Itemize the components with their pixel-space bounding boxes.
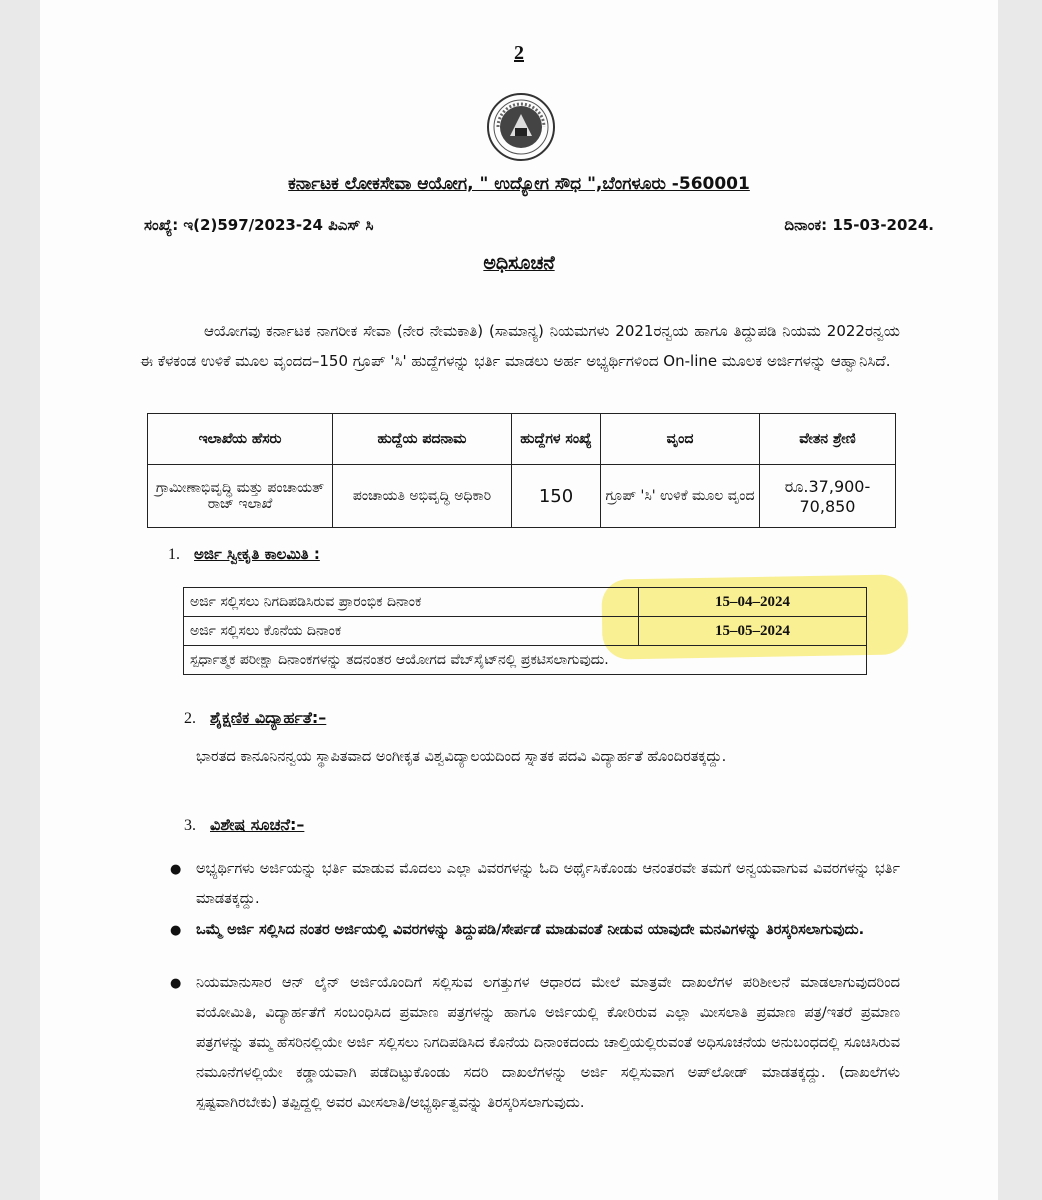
bullet-icon: ● — [170, 923, 182, 938]
section-2-number: 2. — [184, 710, 196, 727]
list-item: ಒಮ್ಮೆ ಅರ್ಜಿ ಸಲ್ಲಿಸಿದ ನಂತರ ಅರ್ಜಿಯಲ್ಲಿ ವಿವರಗಳನ್ನು ತಿದ್ದುಪಡಿ/ಸೇರ್ಪಡೆ ಮಾಡುವಂತೆ ನೀಡುವ ಯಾವುದೇ ಮನವಿಗಳನ್ನು ತಿರಸ್ಕರಿಸಲಾಗುವುದು. — [196, 922, 865, 938]
section-2-text: ಭಾರತದ ಕಾನೂನಿನನ್ವಯ ಸ್ಥಾಪಿತವಾದ ಅಂಗೀಕೃತ ವಿಶ್ವವಿದ್ಯಾಲಯದಿಂದ ಸ್ನಾತಕ ಪದವಿ ವಿದ್ಯಾರ್ಹತೆ ಹೊಂದಿರತಕ್ಕದ್ದು. — [196, 749, 727, 765]
table-row — [184, 617, 867, 646]
header-post-count: ಹುದ್ದೆಗಳ ಸಂಖ್ಯೆ — [512, 414, 601, 465]
list-item: ನಿಯಮಾನುಸಾರ ಆನ್ ಲೈನ್ ಅರ್ಜಿಯೊಂದಿಗೆ ಸಲ್ಲಿಸುವ ಲಗತ್ತುಗಳ ಆಧಾರದ ಮೇಲೆ ಮಾತ್ರವೇ ದಾಖಲೆಗಳ ಪರಿಶೀಲನೆ ಮಾಡಲಾಗುವುದರಿಂದ ವಯೋಮಿತಿ, ವಿದ್ಯಾರ್ಹತೆಗೆ ಸಂಬಂಧಿಸಿದ ಪ್ರಮಾಣ ಪತ್ರಗಳನ್ನು ಹಾಗೂ ಅರ್ಜಿಯಲ್ಲಿ ಕೋರಿರುವ ಎಲ್ಲಾ ಮೀಸಲಾತಿ ಪ್ರಮಾಣ ಪತ್ರ/ಇತರೆ ಪ್ರಮಾಣ ಪತ್ರಗಳನ್ನು ತಮ್ಮ ಹೆಸರಿನಲ್ಲಿಯೇ ಅರ್ಜಿ ಸಲ್ಲಿಸಲು ನಿಗದಿಪಡಿಸಿದ ಕೊನೆಯ ದಿನಾಂಕದಂದು ಚಾಲ್ತಿಯಲ್ಲಿರುವಂತೆ ಅಧಿಸೂಚನೆಯ ಅನುಬಂಧದಲ್ಲಿ ಸೂಚಿಸಿರುವ ನಮೂನೆಗಳಲ್ಲಿಯೇ ಕಡ್ಡಾಯವಾಗಿ ಪಡೆದಿಟ್ಟುಕೊಂಡು ಸದರಿ ದಾಖಲೆಗಳನ್ನು ಅರ್ಜಿ ಸಲ್ಲಿಸುವಾಗ ಅಪ್‌ಲೋಡ್ ಮಾಡತಕ್ಕದ್ದು. (ದಾಖಲೆಗಳು ಸ್ಪಷ್ಟವಾಗಿರಬೇಕು) ತಪ್ಪಿದ್ದಲ್ಲಿ ಅವರ ಮೀಸಲಾತಿ/ಅಭ್ಯರ್ಥಿತ್ವವನ್ನು ತಿರಸ್ಕರಿಸಲಾಗುವುದು. — [196, 975, 900, 1111]
cell-cadre: ಗ್ರೂಪ್ 'ಸಿ' ಉಳಿಕೆ ಮೂಲ ವೃಂದ — [601, 465, 760, 528]
table-row — [148, 465, 896, 528]
section-3-number: 3. — [184, 817, 196, 834]
government-seal-icon — [486, 92, 556, 162]
notification-heading: ಅಧಿಸೂಚನೆ — [483, 252, 555, 274]
document-page — [40, 0, 998, 1200]
page-number: 2 — [514, 42, 524, 64]
section-1-title — [168, 545, 320, 564]
cell-pay-scale: ರೂ.37,900-70,850 — [760, 465, 896, 528]
last-date-label: ಅರ್ಜಿ ಸಲ್ಲಿಸಲು ಕೊನೆಯ ದಿನಾಂಕ — [184, 617, 639, 646]
header-designation: ಹುದ್ದೆಯ ಪದನಾಮ — [333, 414, 512, 465]
section-2-label: ಶೈಕ್ಷಣಿಕ ವಿದ್ಯಾರ್ಹತೆ:– — [210, 708, 327, 727]
header-department: ಇಲಾಖೆಯ ಹೆಸರು — [148, 414, 333, 465]
section-1-number: 1. — [168, 546, 180, 563]
bullet-icon: ● — [170, 976, 182, 991]
exam-date-note: ಸ್ಪರ್ಧಾತ್ಮಕ ಪರೀಕ್ಷಾ ದಿನಾಂಕಗಳನ್ನು ತದನಂತರ ಆಯೋಗದ ವೆಬ್‌ಸೈಟ್‌ನಲ್ಲಿ ಪ್ರಕಟಿಸಲಾಗುವುದು. — [184, 646, 867, 675]
list-item: ಅಭ್ಯರ್ಥಿಗಳು ಅರ್ಜಿಯನ್ನು ಭರ್ತಿ ಮಾಡುವ ಮೊದಲು ಎಲ್ಲಾ ವಿವರಗಳನ್ನು ಓದಿ ಅರ್ಥೈಸಿಕೊಂಡು ಆನಂತರವೇ ತಮಗೆ ಅನ್ವಯವಾಗುವ ವಿವರಗಳನ್ನು ಭರ್ತಿ ಮಾಡತಕ್ಕದ್ದು. — [196, 861, 900, 907]
table-row — [184, 646, 867, 675]
section-1-label: ಅರ್ಜಿ ಸ್ವೀಕೃತಿ ಕಾಲಮಿತಿ : — [194, 545, 320, 563]
posts-table — [147, 413, 896, 528]
cell-designation: ಪಂಚಾಯತಿ ಅಭಿವೃದ್ಧಿ ಅಧಿಕಾರಿ — [333, 465, 512, 528]
table-row — [184, 588, 867, 617]
application-dates-table — [183, 587, 867, 675]
start-date-value: 15–04–2024 — [639, 588, 867, 617]
table-header-row — [148, 414, 896, 465]
header-cadre: ವೃಂದ — [601, 414, 760, 465]
section-3-title — [184, 815, 304, 835]
notice-date: ದಿನಾಂಕ: 15-03-2024. — [784, 216, 934, 234]
cell-department: ಗ್ರಾಮೀಣಾಭಿವೃದ್ಧಿ ಮತ್ತು ಪಂಚಾಯತ್ ರಾಜ್ ಇಲಾಖೆ — [148, 465, 333, 528]
header-pay-scale: ವೇತನ ಶ್ರೇಣಿ — [760, 414, 896, 465]
bullet-icon: ● — [170, 862, 182, 877]
last-date-value: 15–05–2024 — [639, 617, 867, 646]
intro-paragraph: ಆಯೋಗವು ಕರ್ನಾಟಕ ನಾಗರೀಕ ಸೇವಾ (ನೇರ ನೇಮಕಾತಿ) (ಸಾಮಾನ್ಯ) ನಿಯಮಗಳು 2021ರನ್ವಯ ಹಾಗೂ ತಿದ್ದುಪಡಿ ನಿಯಮ 2022ರನ್ವಯ ಈ ಕೆಳಕಂಡ ಉಳಿಕೆ ಮೂಲ ವೃಂದದ–150 ಗ್ರೂಪ್ 'ಸಿ' ಹುದ್ದೆಗಳನ್ನು ಭರ್ತಿ ಮಾಡಲು ಅರ್ಹ ಅಭ್ಯರ್ಥಿಗಳಿಂದ On-line ಮೂಲಕ ಅರ್ಜಿಗಳನ್ನು ಆಹ್ವಾನಿಸಿದೆ. — [140, 322, 900, 370]
section-2-title — [184, 708, 326, 728]
cell-post-count: 150 — [512, 465, 601, 528]
office-address: ಕರ್ನಾಟಕ ಲೋಕಸೇವಾ ಆಯೋಗ, " ಉದ್ಯೋಗ ಸೌಧ ",ಬೆಂಗಳೂರು -560001 — [288, 174, 750, 194]
section-3-label: ವಿಶೇಷ ಸೂಚನೆ:– — [210, 815, 305, 834]
start-date-label: ಅರ್ಜಿ ಸಲ್ಲಿಸಲು ನಿಗದಿಪಡಿಸಿರುವ ಪ್ರಾರಂಭಿಕ ದಿನಾಂಕ — [184, 588, 639, 617]
reference-number: ಸಂಖ್ಯೆ: ಇ(2)597/2023-24 ಪಿಎಸ್ ಸಿ — [144, 216, 374, 234]
